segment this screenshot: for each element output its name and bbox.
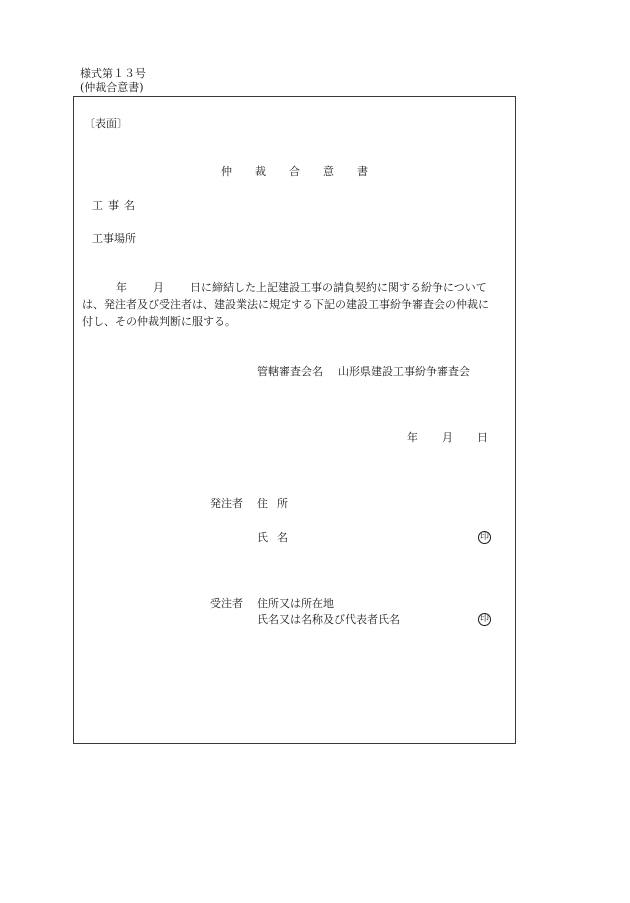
body-line-3: 付し、その仲裁判断に服する。	[82, 315, 236, 328]
document-title	[221, 165, 368, 179]
body-line-1	[82, 281, 512, 295]
contractor-label: 受注者	[210, 597, 243, 610]
label-char: 名	[277, 531, 288, 544]
orderer-address-label	[257, 497, 297, 511]
orderer-seal-mark: 印	[479, 532, 489, 542]
contractor-name-label: 氏名又は名称及び代表者氏名	[257, 613, 400, 626]
date-day: 日	[477, 431, 488, 444]
label-char: 事	[108, 199, 119, 212]
project-name-label	[92, 199, 140, 213]
authority-value: 山形県建設工事紛争審査会	[338, 365, 470, 378]
title-char: 裁	[255, 165, 266, 178]
date-year: 年	[407, 431, 418, 444]
title-char: 合	[289, 165, 300, 178]
orderer-name-label	[257, 531, 297, 545]
body-day-text: 日に締結した上記建設工事の請負契約に関する紛争について	[190, 281, 487, 294]
contractor-seal-mark: 印	[479, 614, 489, 624]
label-char: 住	[257, 497, 268, 510]
form-number: 様式第１３号	[80, 67, 146, 80]
label-char: 氏	[257, 531, 268, 544]
document-frame	[73, 96, 516, 744]
title-char: 仲	[221, 165, 232, 178]
body-line-2: は、発注者及び受注者は、建設業法に規定する下記の建設工事紛争審査会の仲裁に	[82, 298, 489, 311]
orderer-label: 発注者	[210, 497, 243, 510]
label-char: 所	[277, 497, 288, 510]
label-char: 工	[92, 199, 103, 212]
title-char: 意	[323, 165, 334, 178]
side-label: 〔表面〕	[84, 117, 128, 130]
signing-date	[407, 431, 488, 445]
date-month: 月	[442, 431, 453, 444]
contractor-address-label: 住所又は所在地	[257, 597, 334, 610]
body-year: 年	[116, 281, 127, 294]
authority-label: 管轄審査会名	[257, 365, 323, 378]
label-char: 名	[124, 199, 135, 212]
project-site-label: 工事場所	[92, 232, 136, 245]
form-name: (仲裁合意書)	[80, 81, 144, 94]
title-char: 書	[357, 165, 368, 178]
body-month: 月	[153, 281, 164, 294]
